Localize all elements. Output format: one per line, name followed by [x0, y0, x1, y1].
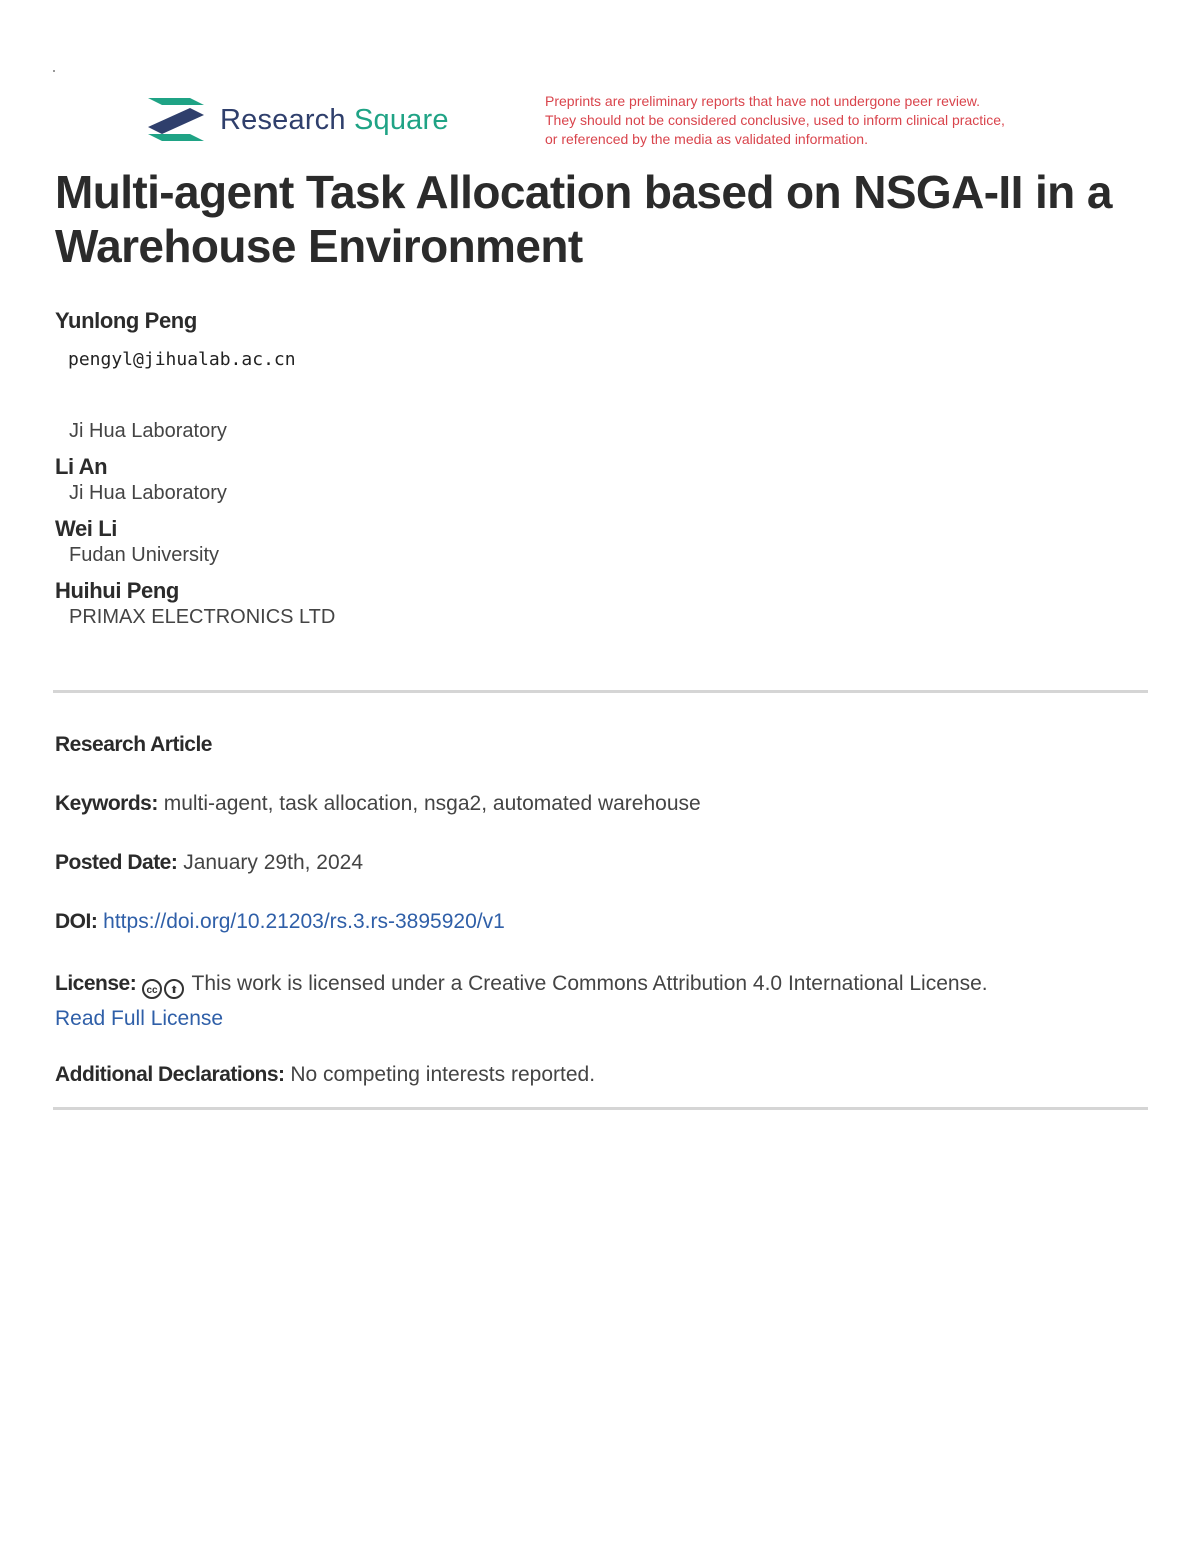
logo-wordmark — [220, 103, 449, 136]
research-square-logo — [148, 98, 449, 142]
author-affiliation: Ji Hua Laboratory — [69, 420, 227, 442]
license-text: This work is licensed under a Creative Commons Attribution 4.0 International License. — [191, 972, 988, 995]
author-affiliation: PRIMAX ELECTRONICS LTD — [69, 606, 336, 628]
read-full-license-link[interactable]: Read Full License — [55, 1007, 224, 1030]
author-affiliation: Fudan University — [69, 544, 220, 566]
author-affiliation: Ji Hua Laboratory — [69, 482, 227, 504]
disclaimer-line: They should not be considered conclusive, used to inform clinical practice, — [545, 112, 1005, 128]
declarations-value: No competing interests reported. — [290, 1063, 596, 1086]
logo-word-research: Research — [220, 103, 346, 136]
license-row — [55, 966, 1155, 1036]
preprint-disclaimer — [545, 92, 1105, 149]
keywords-row — [55, 789, 1155, 819]
doi-row — [55, 907, 1155, 937]
license-label: License: — [55, 972, 137, 995]
paper-title: Multi-agent Task Allocation based on NSGA-II in a Warehouse Environment — [55, 166, 1112, 272]
author-name: Li An — [55, 454, 108, 479]
posted-date-label: Posted Date: — [55, 851, 178, 874]
doi-label: DOI: — [55, 910, 98, 933]
posted-date-row — [55, 848, 1155, 878]
disclaimer-line: Preprints are preliminary reports that have not undergone peer review. — [545, 93, 981, 109]
page-mark — [53, 70, 55, 72]
keywords-label: Keywords: — [55, 792, 158, 815]
section-divider — [53, 690, 1148, 693]
author-name: Yunlong Peng — [55, 308, 197, 333]
doi-link[interactable]: https://doi.org/10.21203/rs.3.rs-3895920/v1 — [103, 910, 505, 933]
section-divider — [53, 1107, 1148, 1110]
article-type — [55, 730, 1155, 760]
author-name: Wei Li — [55, 516, 117, 541]
declarations-label: Additional Declarations: — [55, 1063, 285, 1086]
posted-date-value: January 29th, 2024 — [183, 851, 364, 874]
keywords-value: multi-agent, task allocation, nsga2, automated warehouse — [163, 792, 701, 815]
declarations-row — [55, 1060, 1155, 1090]
logo-word-square: Square — [353, 103, 449, 136]
author-email[interactable]: pengyl@jihualab.ac.cn — [68, 349, 296, 370]
attribution-icon: ⬆ — [164, 979, 184, 999]
creative-commons-icon: cc — [142, 979, 162, 999]
author-name: Huihui Peng — [55, 578, 179, 603]
research-square-logo-icon — [148, 98, 208, 142]
author-list — [55, 308, 1055, 640]
article-type-label: Research Article — [55, 733, 212, 756]
disclaimer-line: or referenced by the media as validated information. — [545, 131, 868, 147]
